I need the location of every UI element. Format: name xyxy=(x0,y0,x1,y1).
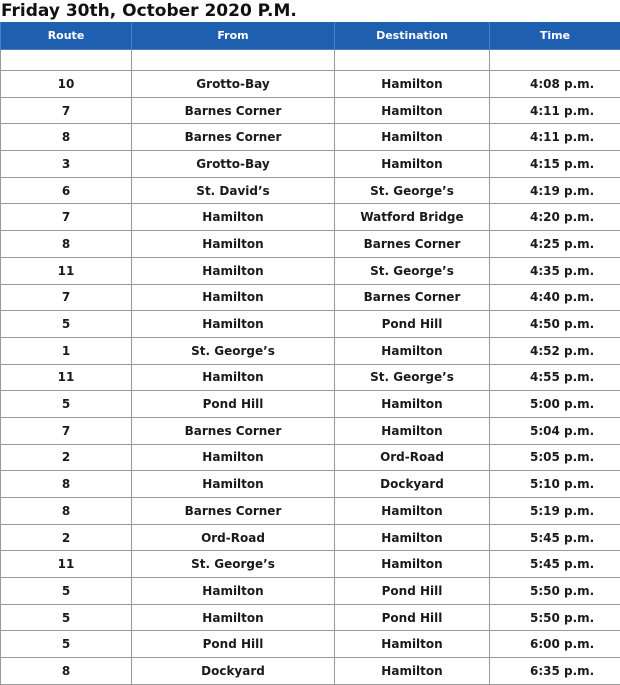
route-cell: 5 xyxy=(1,391,132,418)
column-header-time: Time xyxy=(490,22,620,50)
time-cell: 5:50 p.m. xyxy=(490,578,620,605)
route-cell: 5 xyxy=(1,604,132,631)
from-cell: St. George’s xyxy=(132,337,335,364)
route-cell: 8 xyxy=(1,231,132,258)
blank-cell xyxy=(1,50,132,71)
time-cell: 5:00 p.m. xyxy=(490,391,620,418)
route-cell: 11 xyxy=(1,551,132,578)
destination-cell: Hamilton xyxy=(335,658,490,685)
blank-row xyxy=(1,50,620,71)
from-cell: Hamilton xyxy=(132,444,335,471)
table-row xyxy=(1,364,620,391)
destination-cell: Hamilton xyxy=(335,97,490,124)
table-row xyxy=(1,604,620,631)
table-row xyxy=(1,284,620,311)
destination-cell: Hamilton xyxy=(335,391,490,418)
table-row xyxy=(1,71,620,98)
time-cell: 5:05 p.m. xyxy=(490,444,620,471)
from-cell: Pond Hill xyxy=(132,631,335,658)
from-cell: Hamilton xyxy=(132,257,335,284)
route-cell: 10 xyxy=(1,71,132,98)
route-cell: 2 xyxy=(1,524,132,551)
destination-cell: Pond Hill xyxy=(335,604,490,631)
time-cell: 5:04 p.m. xyxy=(490,417,620,444)
from-cell: Dockyard xyxy=(132,658,335,685)
table-row xyxy=(1,124,620,151)
table-row xyxy=(1,631,620,658)
from-cell: Hamilton xyxy=(132,364,335,391)
destination-cell: Hamilton xyxy=(335,551,490,578)
destination-cell: St. George’s xyxy=(335,364,490,391)
destination-cell: Barnes Corner xyxy=(335,284,490,311)
route-cell: 1 xyxy=(1,337,132,364)
route-cell: 5 xyxy=(1,578,132,605)
time-cell: 4:50 p.m. xyxy=(490,311,620,338)
route-cell: 8 xyxy=(1,498,132,525)
table-row xyxy=(1,231,620,258)
column-header-route: Route xyxy=(1,22,132,50)
destination-cell: Hamilton xyxy=(335,417,490,444)
time-cell: 4:40 p.m. xyxy=(490,284,620,311)
table-header xyxy=(1,22,620,50)
time-cell: 4:52 p.m. xyxy=(490,337,620,364)
from-cell: Barnes Corner xyxy=(132,124,335,151)
time-cell: 5:50 p.m. xyxy=(490,604,620,631)
destination-cell: Hamilton xyxy=(335,71,490,98)
destination-cell: Hamilton xyxy=(335,631,490,658)
time-cell: 4:25 p.m. xyxy=(490,231,620,258)
route-cell: 2 xyxy=(1,444,132,471)
time-cell: 6:00 p.m. xyxy=(490,631,620,658)
route-cell: 3 xyxy=(1,151,132,178)
table-row xyxy=(1,311,620,338)
from-cell: Hamilton xyxy=(132,231,335,258)
blank-cell xyxy=(335,50,490,71)
destination-cell: Hamilton xyxy=(335,151,490,178)
time-cell: 4:35 p.m. xyxy=(490,257,620,284)
destination-cell: Pond Hill xyxy=(335,578,490,605)
from-cell: Hamilton xyxy=(132,604,335,631)
table-row xyxy=(1,391,620,418)
destination-cell: Hamilton xyxy=(335,498,490,525)
from-cell: Ord-Road xyxy=(132,524,335,551)
route-cell: 8 xyxy=(1,658,132,685)
from-cell: Pond Hill xyxy=(132,391,335,418)
from-cell: Hamilton xyxy=(132,311,335,338)
table-row xyxy=(1,204,620,231)
route-cell: 8 xyxy=(1,471,132,498)
route-cell: 8 xyxy=(1,124,132,151)
from-cell: Hamilton xyxy=(132,284,335,311)
from-cell: Barnes Corner xyxy=(132,498,335,525)
table-row xyxy=(1,498,620,525)
table-row xyxy=(1,337,620,364)
route-cell: 5 xyxy=(1,631,132,658)
bus-schedule-table xyxy=(0,22,620,685)
from-cell: Hamilton xyxy=(132,471,335,498)
destination-cell: Dockyard xyxy=(335,471,490,498)
route-cell: 6 xyxy=(1,177,132,204)
from-cell: Hamilton xyxy=(132,578,335,605)
route-cell: 7 xyxy=(1,204,132,231)
destination-cell: Hamilton xyxy=(335,124,490,151)
from-cell: St. David’s xyxy=(132,177,335,204)
column-header-from: From xyxy=(132,22,335,50)
destination-cell: Ord-Road xyxy=(335,444,490,471)
route-cell: 7 xyxy=(1,284,132,311)
time-cell: 4:15 p.m. xyxy=(490,151,620,178)
destination-cell: Pond Hill xyxy=(335,311,490,338)
time-cell: 5:19 p.m. xyxy=(490,498,620,525)
from-cell: St. George’s xyxy=(132,551,335,578)
time-cell: 4:11 p.m. xyxy=(490,124,620,151)
table-row xyxy=(1,177,620,204)
from-cell: Barnes Corner xyxy=(132,97,335,124)
header-row xyxy=(1,22,620,50)
route-cell: 11 xyxy=(1,364,132,391)
destination-cell: St. George’s xyxy=(335,177,490,204)
destination-cell: Barnes Corner xyxy=(335,231,490,258)
table-row xyxy=(1,97,620,124)
time-cell: 4:19 p.m. xyxy=(490,177,620,204)
route-cell: 5 xyxy=(1,311,132,338)
from-cell: Grotto-Bay xyxy=(132,151,335,178)
destination-cell: Hamilton xyxy=(335,337,490,364)
from-cell: Grotto-Bay xyxy=(132,71,335,98)
blank-cell xyxy=(490,50,620,71)
time-cell: 6:35 p.m. xyxy=(490,658,620,685)
time-cell: 5:10 p.m. xyxy=(490,471,620,498)
from-cell: Hamilton xyxy=(132,204,335,231)
time-cell: 4:55 p.m. xyxy=(490,364,620,391)
table-row xyxy=(1,578,620,605)
table-row xyxy=(1,417,620,444)
table-row xyxy=(1,471,620,498)
page-title: Friday 30th, October 2020 P.M. xyxy=(0,0,620,22)
column-header-destination: Destination xyxy=(335,22,490,50)
from-cell: Barnes Corner xyxy=(132,417,335,444)
destination-cell: Hamilton xyxy=(335,524,490,551)
time-cell: 4:20 p.m. xyxy=(490,204,620,231)
time-cell: 5:45 p.m. xyxy=(490,524,620,551)
route-cell: 7 xyxy=(1,417,132,444)
table-row xyxy=(1,257,620,284)
destination-cell: St. George’s xyxy=(335,257,490,284)
table-row xyxy=(1,444,620,471)
time-cell: 4:11 p.m. xyxy=(490,97,620,124)
route-cell: 7 xyxy=(1,97,132,124)
table-row xyxy=(1,151,620,178)
blank-cell xyxy=(132,50,335,71)
time-cell: 4:08 p.m. xyxy=(490,71,620,98)
table-row xyxy=(1,551,620,578)
table-row xyxy=(1,658,620,685)
time-cell: 5:45 p.m. xyxy=(490,551,620,578)
destination-cell: Watford Bridge xyxy=(335,204,490,231)
table-body xyxy=(1,50,620,685)
route-cell: 11 xyxy=(1,257,132,284)
table-row xyxy=(1,524,620,551)
